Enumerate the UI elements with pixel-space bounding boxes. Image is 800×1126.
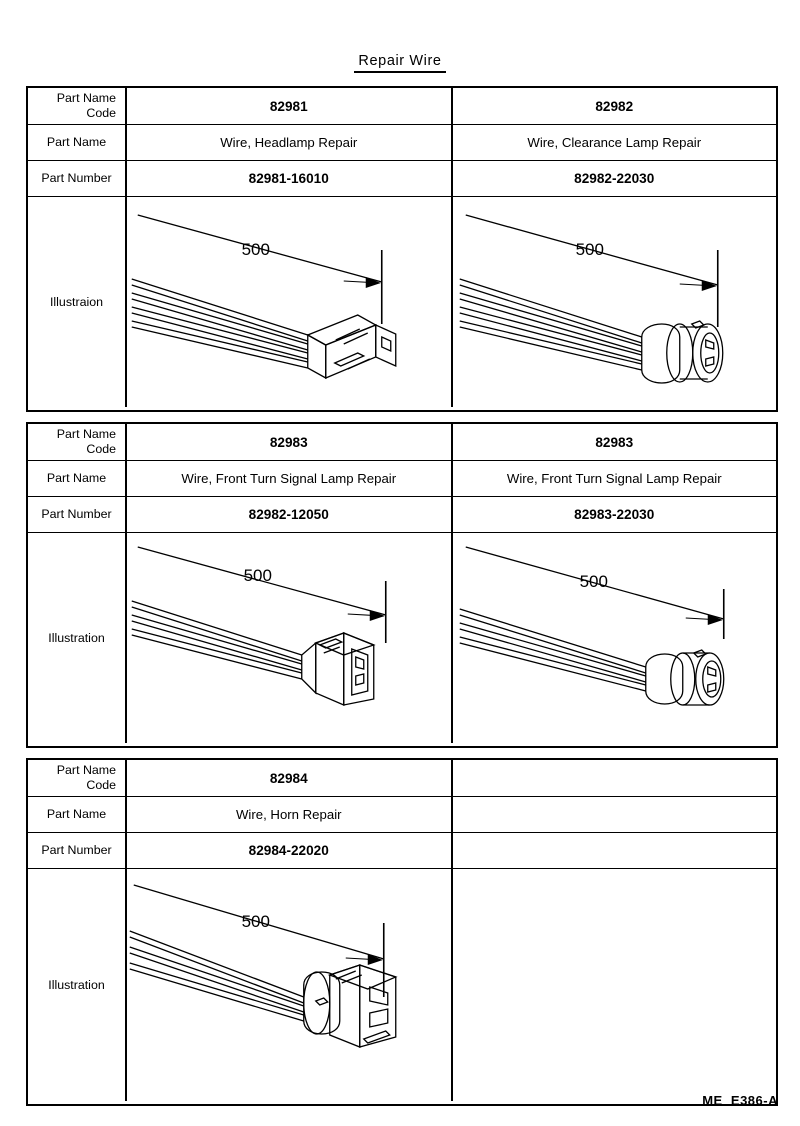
table-row [28, 161, 776, 197]
parts-table-3 [26, 758, 778, 1106]
dimension-label: 500 [579, 572, 608, 591]
row-label-part-name: Part Name [28, 461, 127, 496]
row-label-line1: Part Name [56, 763, 116, 778]
part-number-value: 82982-12050 [127, 497, 453, 532]
illustration-cell [453, 197, 777, 407]
dimension-label: 500 [241, 912, 270, 931]
part-name-value: Wire, Clearance Lamp Repair [527, 135, 702, 150]
parts-table-1 [26, 86, 778, 412]
repair-wire-rectangular-connector-icon [127, 197, 451, 407]
table-row [28, 424, 776, 461]
row-label-line1: Part Name [56, 91, 116, 106]
row-label-part-number: Part Number [28, 161, 127, 196]
table-row [28, 497, 776, 533]
dimension-label: 500 [243, 566, 272, 585]
table-row [28, 461, 776, 497]
dimension-label: 500 [575, 240, 604, 259]
row-label-part-name-code [28, 88, 127, 124]
illustration-cell [127, 533, 453, 743]
part-name-code-value: 82983 [595, 434, 634, 450]
row-label-line1: Part Name [56, 427, 116, 442]
row-label-part-name: Part Name [28, 797, 127, 832]
parts-table-2 [26, 422, 778, 748]
table-row [28, 88, 776, 125]
part-name-code-value: 82983 [127, 424, 453, 460]
repair-wire-round-connector-icon [453, 197, 777, 407]
repair-wire-rectangular-connector-icon [127, 869, 451, 1101]
row-label-line2: Code [86, 106, 116, 120]
illustration-cell [453, 533, 777, 743]
table-row [28, 760, 776, 797]
dimension-label: 500 [241, 240, 270, 259]
part-name-code-value: 82981 [127, 88, 453, 124]
row-label-illustration: Illustration [28, 533, 127, 743]
row-label-part-number: Part Number [28, 833, 127, 868]
row-label-part-name-code [28, 760, 127, 796]
table-row [28, 197, 776, 407]
document-footer-code: ME E386-A [702, 1093, 778, 1108]
row-label-part-name: Part Name [28, 125, 127, 160]
part-number-value: 82984-22020 [127, 833, 453, 868]
part-name-value: Wire, Horn Repair [127, 797, 453, 832]
illustration-cell-empty [453, 869, 777, 1101]
row-label-illustration: Illustration [28, 869, 127, 1101]
row-label-part-name-code [28, 424, 127, 460]
row-label-part-number: Part Number [28, 497, 127, 532]
part-name-value: Wire, Front Turn Signal Lamp Repair [127, 461, 453, 496]
table-row [28, 533, 776, 743]
row-label-illustration: Illustraion [28, 197, 127, 407]
part-number-value: 82982-22030 [574, 171, 655, 186]
part-name-code-value: 82984 [127, 760, 453, 796]
part-name-value: Wire, Front Turn Signal Lamp Repair [506, 471, 722, 486]
illustration-cell [127, 197, 453, 407]
part-number-value: 82983-22030 [574, 507, 655, 522]
part-name-code-value-empty [453, 760, 777, 796]
page-title-container [0, 52, 800, 73]
part-number-value: 82981-16010 [127, 161, 453, 196]
row-label-line2: Code [86, 778, 116, 792]
table-row [28, 869, 776, 1101]
row-label-line2: Code [86, 442, 116, 456]
repair-wire-round-connector-icon [453, 533, 777, 743]
table-row [28, 833, 776, 869]
page-title: Repair Wire [354, 53, 445, 73]
repair-wire-tapered-connector-icon [127, 533, 451, 743]
part-name-code-value: 82982 [595, 98, 634, 114]
part-name-value: Wire, Headlamp Repair [127, 125, 453, 160]
illustration-cell [127, 869, 453, 1101]
table-row [28, 125, 776, 161]
part-name-value-empty [453, 797, 777, 832]
table-row [28, 797, 776, 833]
part-number-value-empty [453, 833, 777, 868]
